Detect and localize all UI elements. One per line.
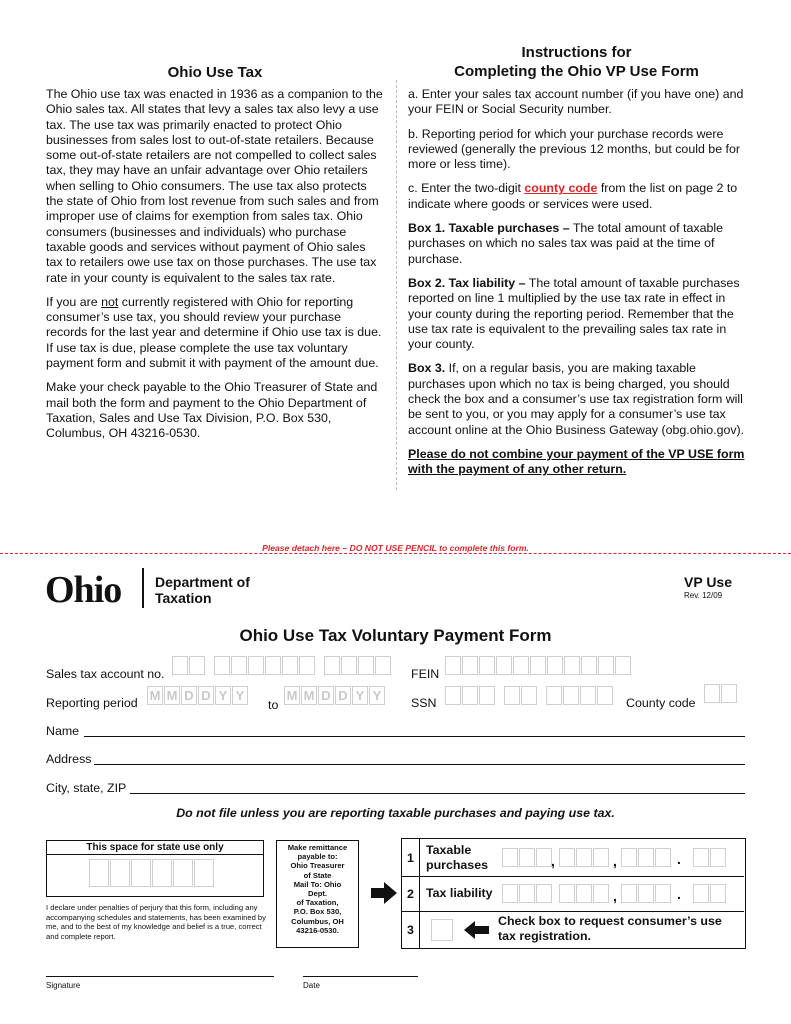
not-registered-paragraph: If you are not currently registered with Ohio for reporting consumer’s use tax, you should review your purchase records for the last year and determine if Ohio use tax is due. If use tax is due, please complete the use tax voluntary payment form and submit it with payment of the amount due. bbox=[46, 294, 382, 371]
logo-divider bbox=[142, 568, 144, 608]
county-code-input[interactable] bbox=[704, 684, 738, 703]
taxable-purchases-thousands[interactable] bbox=[559, 848, 610, 867]
instruction-a: a. Enter your sales tax account number (if you have one) and your FEIN or Social Security number. bbox=[408, 87, 744, 117]
detach-line bbox=[0, 553, 791, 554]
date-field[interactable] bbox=[303, 976, 418, 977]
ohio-use-tax-heading: Ohio Use Tax bbox=[167, 64, 263, 81]
signature-label: Signature bbox=[46, 981, 81, 990]
form-title: Ohio Use Tax Voluntary Payment Form bbox=[239, 626, 552, 645]
registration-checkbox[interactable] bbox=[431, 919, 453, 941]
line-label: Taxable purchases bbox=[426, 843, 488, 872]
reporting-period-label: Reporting period bbox=[46, 696, 138, 710]
combine-warning: Please do not combine your payment of the VP USE form with the payment of any other return. bbox=[408, 446, 745, 477]
state-use-box bbox=[46, 840, 264, 897]
instruction-b: b. Reporting period for which your purchase records were reviewed (generally the previous 12 months, but could be for more or less time). bbox=[408, 126, 740, 172]
county-code-label: County code bbox=[626, 696, 696, 710]
decimal-point: . bbox=[677, 851, 681, 867]
detach-notice: Please detach here – DO NOT USE PENCIL to complete this form. bbox=[0, 543, 791, 553]
address-label: Address bbox=[46, 752, 92, 766]
sales-tax-account-input[interactable] bbox=[172, 656, 392, 675]
fein-label: FEIN bbox=[411, 667, 440, 681]
box2-instruction: Box 2. Tax liability – The total amount of taxable purchases reported on line 1 multiplied by the use tax rate in effect in your county during the reporting period. Remember that the use tax rate is equivalent to the prevailing sales tax rate in your county. bbox=[408, 275, 740, 352]
comma-separator: , bbox=[551, 853, 555, 869]
taxable-purchases-cents[interactable] bbox=[693, 848, 727, 867]
tax-liability-thousands[interactable] bbox=[559, 884, 610, 903]
line-number: 3 bbox=[402, 911, 420, 948]
tax-liability-cents[interactable] bbox=[693, 884, 727, 903]
line-3-registration bbox=[402, 911, 744, 948]
period-to-label: to bbox=[268, 698, 279, 712]
tax-liability-input[interactable] bbox=[502, 884, 553, 903]
comma-separator: , bbox=[613, 853, 617, 869]
fein-input[interactable] bbox=[445, 656, 632, 675]
use-tax-intro: The Ohio use tax was enacted in 1936 as a companion to the Ohio sales tax. All states that levy a sales tax also levy a use tax. The use tax was primarily enacted to protect Ohio businesses from sales lost to out-of-state retailers. Because some out-of-state retailers are not compelled to collect sales tax, they may have an unfair advantage over Ohio retailers when selling to Ohio consumers. The use tax also protects the state of Ohio from lost revenue from such sales and from improper use of claims for exemption from sales tax. Ohio consumers (businesses and individuals) who purchase taxable goods and services without payment of Ohio sales tax to retailers owe use tax on those purchases. The use tax rate in your county is equivalent to the sales tax rate. bbox=[46, 87, 383, 285]
column-divider bbox=[396, 80, 397, 490]
line-label: Tax liability bbox=[426, 886, 493, 900]
state-use-boxes bbox=[89, 859, 215, 887]
tax-liability-units[interactable] bbox=[621, 884, 672, 903]
instruction-c: c. Enter the two-digit county code from the list on page 2 to indicate where goods or services were used. bbox=[408, 181, 738, 211]
instructions-heading: Instructions for Completing the Ohio VP Use Form bbox=[454, 44, 699, 80]
line-number: 1 bbox=[402, 839, 420, 876]
left-column-text bbox=[46, 87, 384, 451]
name-field[interactable] bbox=[84, 736, 745, 737]
sales-tax-account-label: Sales tax account no. bbox=[46, 667, 165, 681]
period-end-input[interactable]: M M D D Y Y bbox=[284, 686, 386, 705]
payment-instructions: Make your check payable to the Ohio Treasurer of State and mail both the form and payment to the Ohio Department of Taxation, Sales and Use Tax Division, P.O. Box 530, Columbus, OH 43216-0530. bbox=[46, 380, 378, 441]
city-state-zip-field[interactable] bbox=[130, 793, 745, 794]
name-label: Name bbox=[46, 724, 80, 738]
filing-note: Do not file unless you are reporting taxable purchases and paying use tax. bbox=[176, 806, 615, 820]
department-name: Department of Taxation bbox=[155, 574, 250, 606]
arrow-right-icon bbox=[371, 882, 397, 904]
revision-date: Rev. 12/09 bbox=[684, 591, 723, 600]
right-column-text bbox=[408, 87, 745, 487]
county-code-link[interactable]: county code bbox=[524, 181, 598, 196]
remittance-box: Make remittance payable to: Ohio Treasurer of State Mail To: Ohio Dept. of Taxation, P.O. Box 530, Columbus, OH 43216-0530. bbox=[276, 840, 359, 948]
address-field[interactable] bbox=[94, 764, 745, 765]
period-start-input[interactable]: M M D D Y Y bbox=[147, 686, 249, 705]
state-use-heading: This space for state use only bbox=[47, 841, 263, 855]
box3-instruction: Box 3. If, on a regular basis, you are making taxable purchases upon which no tax is being charged, you should check the box and a consumer’s use tax registration form will be sent to you, or you may apply for a consumer’s use tax account online at the Ohio Business Gateway (obg.ohio.gov). bbox=[408, 361, 745, 437]
perjury-declaration: I declare under penalties of perjury that this form, including any accompanying schedules and statements, has been examined by me, and to the best of my knowledge and belief is a true, correct and complete report. bbox=[46, 903, 266, 941]
line-2-tax-liability bbox=[402, 876, 744, 912]
arrow-left-icon bbox=[464, 921, 489, 939]
decimal-point: . bbox=[677, 886, 681, 902]
city-state-zip-label: City, state, ZIP bbox=[46, 781, 127, 795]
line-label: Check box to request consumer’s use tax registration. bbox=[498, 914, 722, 943]
comma-separator: , bbox=[613, 888, 617, 904]
box1-instruction: Box 1. Taxable purchases – The total amount of taxable purchases on which no sales tax was paid at the time of purchase. bbox=[408, 221, 724, 266]
taxable-purchases-units[interactable] bbox=[621, 848, 672, 867]
line-1-taxable-purchases bbox=[402, 839, 744, 877]
ssn-input[interactable] bbox=[445, 686, 614, 705]
ssn-label: SSN bbox=[411, 696, 437, 710]
taxable-purchases-input[interactable] bbox=[502, 848, 553, 867]
date-label: Date bbox=[303, 981, 320, 990]
form-id: VP Use bbox=[684, 574, 732, 590]
ohio-logo: Ohio bbox=[45, 569, 122, 611]
payment-lines-table bbox=[401, 838, 746, 949]
signature-field[interactable] bbox=[46, 976, 274, 977]
line-number: 2 bbox=[402, 876, 420, 911]
